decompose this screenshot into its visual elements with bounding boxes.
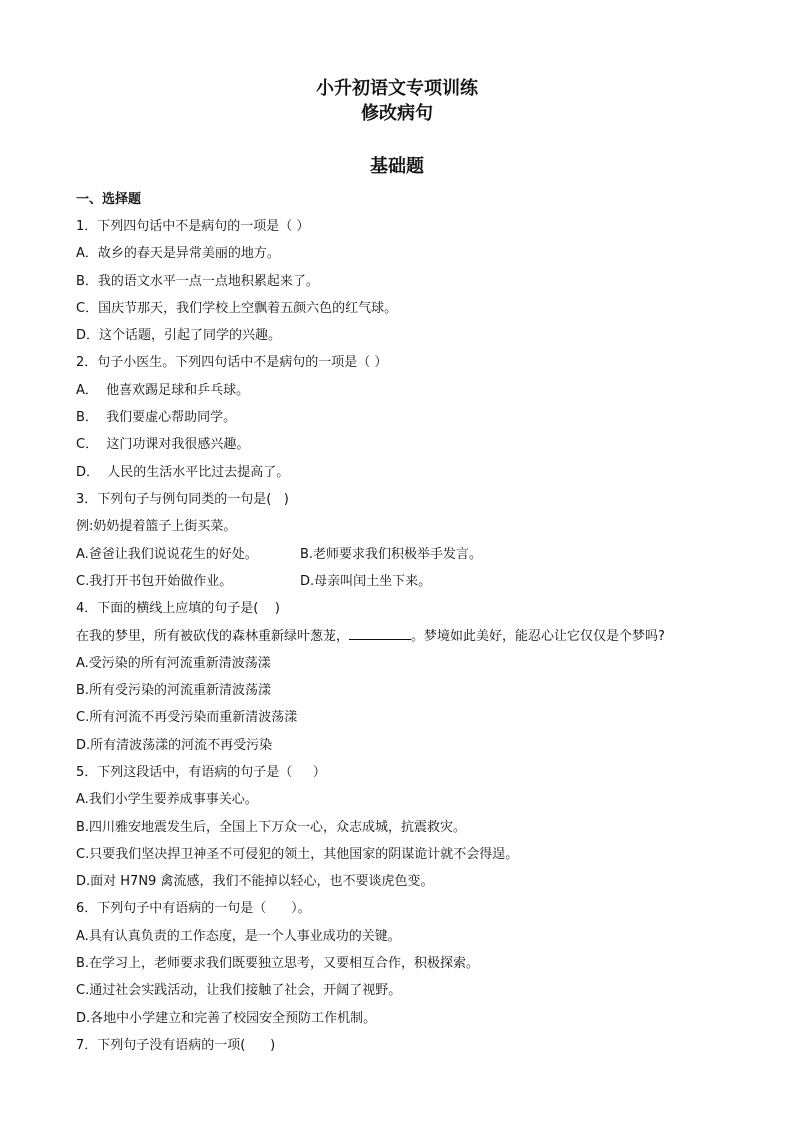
question-3-example: 例:奶奶提着篮子上街买菜。: [76, 519, 237, 535]
question-1-stem: 1．下列四句话中不是病句的一项是（ ）: [76, 219, 310, 234]
question-4-stem: 4．下面的横线上应填的句子是( ): [76, 601, 280, 617]
question-5-option-a: A.我们小学生要养成事事关心。: [76, 792, 258, 808]
question-4-passage: [76, 626, 736, 646]
question-4-option-a: A.受污染的所有河流重新清波荡漾: [76, 655, 271, 671]
difficulty-level: 基础题: [370, 156, 424, 177]
question-3-option-row: [76, 545, 736, 565]
question-list: [76, 190, 736, 1063]
question-1-option-b: B．我的语文水平一点一点地积累起来了。: [76, 273, 319, 289]
question-6-option-d: D.各地中小学建立和完善了校园安全预防工作机制。: [76, 1010, 377, 1026]
question-5-option-b: B.四川雅安地震发生后，全国上下万众一心，众志成城，抗震救灾。: [76, 819, 467, 835]
question-4-option-b: B.所有受污染的河流重新清波荡漾: [76, 683, 272, 699]
question-6-option-a: A.具有认真负责的工作态度，是一个人事业成功的关键。: [76, 928, 401, 944]
question-6-stem: 6．下列句子中有语病的一句是（ ）。: [76, 901, 311, 917]
passage-before-blank: 在我的梦里，所有被砍伐的森林重新绿叶葱茏，: [76, 629, 350, 645]
section-heading: 一、选择题: [76, 192, 142, 207]
question-5-stem: 5．下列这段话中，有语病的句子是（ ）: [76, 764, 326, 780]
answer-blank: [349, 626, 411, 640]
question-3-stem: 3．下列句子与例句同类的一句是( ): [76, 491, 289, 507]
question-3-option-a: A.爸爸让我们说说花生的好处。: [76, 546, 258, 562]
question-2-option-b: B． 我们要虚心帮助同学。: [76, 410, 237, 426]
question-5-option-c: C.只要我们坚决捍卫神圣不可侵犯的领土，其他国家的阴谋诡计就不会得逞。: [76, 846, 519, 862]
question-3-option-c: C.我打开书包开始做作业。: [76, 573, 233, 589]
question-1-option-d: D．这个话题，引起了同学的兴趣。: [76, 328, 282, 344]
question-3-option-row: [76, 572, 736, 592]
question-1-option-a: A．故乡的春天是异常美丽的地方。: [76, 246, 280, 262]
question-3-option-d: D.母亲叫闰土坐下来。: [300, 573, 432, 589]
question-7-stem: 7．下列句子没有语病的一项( ): [76, 1037, 276, 1053]
question-2-option-c: C． 这门功课对我很感兴趣。: [76, 437, 250, 453]
question-1-option-c: C．国庆节那天，我们学校上空飘着五颜六色的红气球。: [76, 300, 398, 316]
question-6-option-c: C.通过社会实践活动，让我们接触了社会，开阔了视野。: [76, 983, 402, 999]
question-6-option-b: B.在学习上，老师要求我们既要独立思考，又要相互合作，积极探索。: [76, 956, 480, 972]
question-2-option-a: A． 他喜欢踢足球和乒乓球。: [76, 382, 250, 398]
question-2-option-d: D． 人民的生活水平比过去提高了。: [76, 464, 290, 480]
question-5-option-d: D.面对 H7N9 禽流感，我们不能掉以轻心，也不要谈虎色变。: [76, 874, 434, 890]
document-subtitle: 修改病句: [361, 103, 433, 124]
question-4-option-d: D.所有清波荡漾的河流不再受污染: [76, 737, 273, 753]
passage-after-blank: 。梦境如此美好，能忍心让它仅仅是个梦吗?: [411, 629, 665, 645]
question-3-option-b: B.老师要求我们积极举手发言。: [300, 546, 483, 562]
question-2-stem: 2．句子小医生。下列四句话中不是病句的一项是（ ）: [76, 355, 388, 371]
question-4-option-c: C.所有河流不再受污染而重新清波荡漾: [76, 710, 298, 726]
document-title: 小升初语文专项训练: [316, 78, 478, 99]
